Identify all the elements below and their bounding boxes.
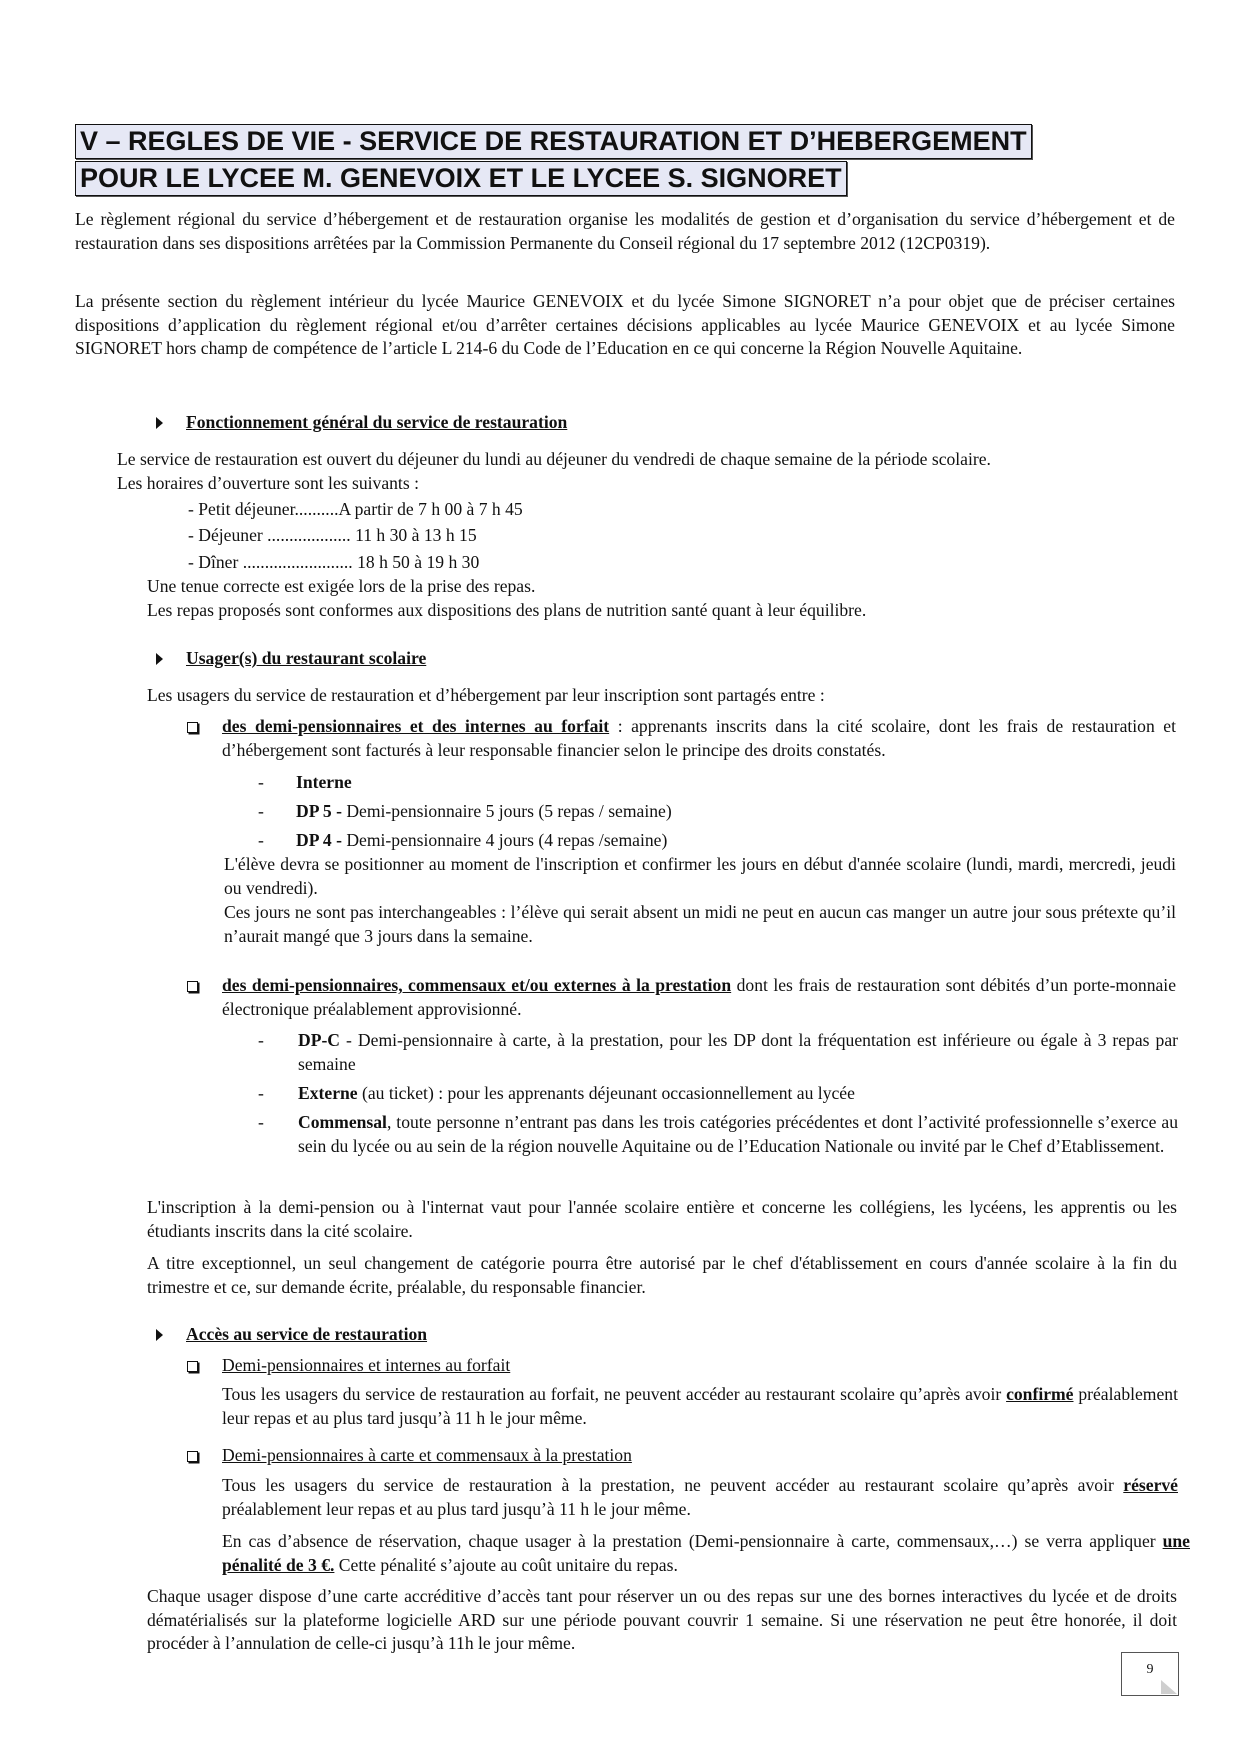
inscription-paragraph: L'inscription à la demi-pension ou à l'internat vaut pour l'année scolaire entière et concerne les collégiens, les lycéens, les apprentis ou les étudiants inscrits dans la cité scolaire. [147,1197,1177,1241]
title-line-1: V – REGLES DE VIE - SERVICE DE RESTAURATION ET D’HEBERGEMENT [75,124,1032,159]
group-prestation-desc: dont les frais de restauration sont débités d’un porte-monnaie électronique préalablement approvisionné. [222,975,1177,1019]
interchange-note: Ces jours ne sont pas interchangeables : l’élève qui serait absent un midi ne peut en aucun cas manger un autre jour sous prétexte qu’il n’aurait mangé que 3 jours dans la semaine. [224,902,1176,946]
category-dp4: DP 4 - Demi-pensionnaire 4 jours (4 repas /semaine) [296,830,668,850]
hours-intro-text: Les horaires d’ouverture sont les suivants : [117,473,419,493]
section-heading-acces: Accès au service de restauration [186,1324,428,1344]
group-prestation-label: des demi-pensionnaires, commensaux et/ou externes à la prestation [222,975,732,995]
dress-code-text: Une tenue correcte est exigée lors de la prise des repas. [147,576,536,596]
intro-paragraph-2: La présente section du règlement intérieur du lycée Maurice GENEVOIX et du lycée Simone SIGNORET n’a pour objet que de préciser certaines dispositions d’application du règlement régional et/ou d’arrêter certaines décisions applicables au lycée Maurice GENEVOIX et au lycée Simone SIGNORET hors champ de compétence de l’article L 214-6 du Code de l’Education en ce qui concerne la Région Nouvelle Aquitaine. [75,291,1175,358]
page-corner-fold [1161,1680,1177,1694]
access-prestation-text: Tous les usagers du service de restauration à la prestation, ne peuvent accéder au restaurant scolaire qu’après avoir réservé préalablement leur repas et au plus tard jusqu’à 11 h le jour même. [222,1475,1178,1519]
hours-lunch: - Déjeuner ................... 11 h 30 à 13 h 15 [188,525,477,545]
positioning-note: L'élève devra se positionner au moment de l'inscription et confirmer les jours en début d'année scolaire (lundi, mardi, mercredi, jeudi ou vendredi). [224,854,1176,898]
category-externe: Externe (au ticket) : pour les apprenants déjeunant occasionnellement au lycée [298,1083,855,1103]
checkbox-bullet-icon [187,1361,198,1372]
checkbox-bullet-icon [187,722,198,733]
access-card-paragraph: Chaque usager dispose d’une carte accréditive d’accès tant pour réserver un ou des repas sur une des bornes interactives du lycée et de droits dématérialisés sur la plateforme logicielle ARD sur une période pouvant couvrir 1 semaine. Si une réservation ne peut être honorée, il doit procéder à l’annulation de celle-ci jusqu’à 11h le jour même. [147,1586,1177,1653]
hours-breakfast: - Petit déjeuner..........A partir de 7 h 00 à 7 h 45 [188,499,523,519]
category-dp5: DP 5 - Demi-pensionnaire 5 jours (5 repas / semaine) [296,801,672,821]
checkbox-bullet-icon [187,1451,198,1462]
intro-paragraph-1: Le règlement régional du service d’hébergement et de restauration organise les modalités de gestion et d’organisation du service d’hébergement et de restauration dans ses dispositions arrêtées par la Commission Permanente du Conseil régional du 17 septembre 2012 (12CP0319). [75,209,1175,253]
service-opening-text: Le service de restauration est ouvert du déjeuner du lundi au déjeuner du vendredi de chaque semaine de la période scolaire. [117,449,991,469]
group-forfait-label: des demi-pensionnaires et des internes au forfait [222,716,610,736]
group-forfait-desc: : apprenants inscrits dans la cité scolaire, dont les frais de restauration et d’hébergement sont facturés à leur responsable financier selon le principe des droits constatés. [222,716,1176,760]
access-forfait-label: Demi-pensionnaires et internes au forfait [222,1355,511,1375]
arrow-bullet-icon [156,417,163,429]
arrow-bullet-icon [156,653,163,665]
category-dpc: DP-C - Demi-pensionnaire à carte, à la prestation, pour les DP dont la fréquentation est inférieure ou égale à 3 repas par semaine [298,1030,1178,1074]
section-heading-fonctionnement: Fonctionnement général du service de restauration [186,412,568,432]
nutrition-text: Les repas proposés sont conformes aux dispositions des plans de nutrition santé quant à leur équilibre. [147,600,867,620]
document-page: V – REGLES DE VIE - SERVICE DE RESTAURATION ET D’HEBERGEMENT POUR LE LYCEE M. GENEVOIX ET LE LYCEE S. SIGNORET Le règlement régional du service d’hébergement et de restauration organise les modalités de gestion et d’organisation du service d’hébergement et de restauration dans ses dispositions arrêtées par la Commission Permanente du Conseil régional du 17 septembre 2012 (12CP0319). La présente section du règlement intérieur du lycée Maurice GENEVOIX et du lycée Simone SIGNORET n’a pour objet que de préciser certaines dispositions d’application du règlement régional et/ou d’arrêter certaines décisions applicables au lycée Maurice GENEVOIX et au lycée Simone SIGNORET hors champ de compétence de l’article L 214-6 du Code de l’Education en ce qui concerne la Région Nouvelle Aquitaine. Fonctionnement général du service de restauration Le service de restauration est ouvert du déjeuner du lundi au déjeuner du vendredi de chaque semaine de la période scolaire. Les horaires d’ouverture sont les suivants : - Petit déjeuner..........A partir de 7 h 00 à 7 h 45 - Déjeuner ................... 11 h 30 à 13 h 15 - Dîner ......................... 18 h 50 à 19 h 30 Une tenue correcte est exigée lors de la prise des repas. Les repas proposés sont conformes aux dispositions des plans de nutrition santé quant à leur équilibre. Usager(s) du restaurant scolaire Les usagers du service de restauration et d’hébergement par leur inscription sont partagés entre : des demi-pensionnaires et des internes au forfait : apprenants inscrits dans la cité scolaire, dont les frais de restauration et d’hébergement sont facturés à leur responsable financier selon le principe des droits constatés. - Interne - DP 5 - Demi-pensionnaire 5 jours (5 repas / semaine) - DP 4 - Demi-pensionnaire 4 jours (4 repas /semaine) L'élève devra se positionner au moment de l'inscription et confirmer les jours en début d'année scolaire (lundi, mardi, mercredi, jeudi ou vendredi). Ces jours ne sont pas interchangeables : l’élève qui serait absent un midi ne peut en aucun cas manger un autre jour sous prétexte qu’il n’aurait mangé que 3 jours dans la semaine. des demi-pensionnaires, commensaux et/ou externes à la prestation dont les frais de restauration sont débités d’un porte-monnaie électronique préalablement approvisionné. - DP-C - Demi-pensionnaire à carte, à la prestation, pour les DP dont la fréquentation est inférieure ou égale à 3 repas par semaine - Externe (au ticket) : pour les apprenants déjeunant occasionnellement au lycée - Commensal, toute personne n’entrant pas dans les trois catégories précédentes et dont l’activité professionnelle s’exerce au sein du lycée ou au sein de la région nouvelle Aquitaine ou de l’Education Nationale ou invité par le Chef d’Etablissement. L'inscription à la demi-pension ou à l'internat vaut pour l'année scolaire entière et concerne les collégiens, les lycéens, les apprentis ou les étudiants inscrits dans la cité scolaire. A titre exceptionnel, un seul changement de catégorie pourra être autorisé par le chef d'établissement en cours d'année scolaire à la fin du trimestre et ce, sur demande écrite, préalable, du responsable financier. Accès au service de restauration Demi-pensionnaires et internes au forfait Tous les usagers du service de restauration au forfait, ne peuvent accéder au restaurant scolaire qu’après avoir confirmé préalablement leur repas et au plus tard jusqu’à 11 h le jour même. Demi-pensionnaires à carte et commensaux à la prestation Tous les usagers du service de restauration à la prestation, ne peuvent accéder au restaurant scolaire qu’après avoir réservé préalablement leur repas et au plus tard jusqu’à 11 h le jour même. En cas d’absence de réservation, chaque usager à la prestation (Demi-pensionnaire à carte, commensaux,…) se verra appliquer une pénalité de 3 €. Cette pénalité s’ajoute au coût unitaire du repas. Chaque usager dispose d’une carte accréditive d’accès tant pour réserver un ou des repas sur une des bornes interactives du lycée et de droits dématérialisés sur la plateforme logicielle ARD sur une période pouvant couvrir 1 semaine. Si une réservation ne peut être honorée, il doit procéder à l’annulation de celle-ci jusqu’à 11h le jour même. 9 [0,0,1240,1755]
hours-dinner: - Dîner ......................... 18 h 50 à 19 h 30 [188,552,480,572]
category-change-paragraph: A titre exceptionnel, un seul changement de catégorie pourra être autorisé par le chef d'établissement en cours d'année scolaire à la fin du trimestre et ce, sur demande écrite, préalable, du responsable financier. [147,1253,1177,1297]
category-interne: Interne [296,772,352,792]
group-forfait [222,715,1176,762]
access-prestation-label: Demi-pensionnaires à carte et commensaux à la prestation [222,1445,632,1465]
section-heading-usagers: Usager(s) du restaurant scolaire [186,648,427,668]
penalty-text: En cas d’absence de réservation, chaque usager à la prestation (Demi-pensionnaire à carte, commensaux,…) se verra appliquer une pénalité de 3 €. Cette pénalité s’ajoute au coût unitaire du repas. [222,1531,1190,1575]
page-number: 9 [1121,1652,1179,1696]
usagers-intro-text: Les usagers du service de restauration et d’hébergement par leur inscription sont partagés entre : [147,685,825,705]
title-line-2: POUR LE LYCEE M. GENEVOIX ET LE LYCEE S. SIGNORET [75,161,847,196]
category-commensal: Commensal, toute personne n’entrant pas dans les trois catégories précédentes et dont l’activité professionnelle s’exerce au sein du lycée ou au sein de la région nouvelle Aquitaine ou de l’Education Nationale ou invité par le Chef d’Etablissement. [298,1112,1178,1156]
arrow-bullet-icon [156,1329,163,1341]
access-forfait-text: Tous les usagers du service de restauration au forfait, ne peuvent accéder au restaurant scolaire qu’après avoir confirmé préalablement leur repas et au plus tard jusqu’à 11 h le jour même. [222,1384,1178,1428]
group-prestation [222,974,1176,1021]
checkbox-bullet-icon [187,981,198,992]
